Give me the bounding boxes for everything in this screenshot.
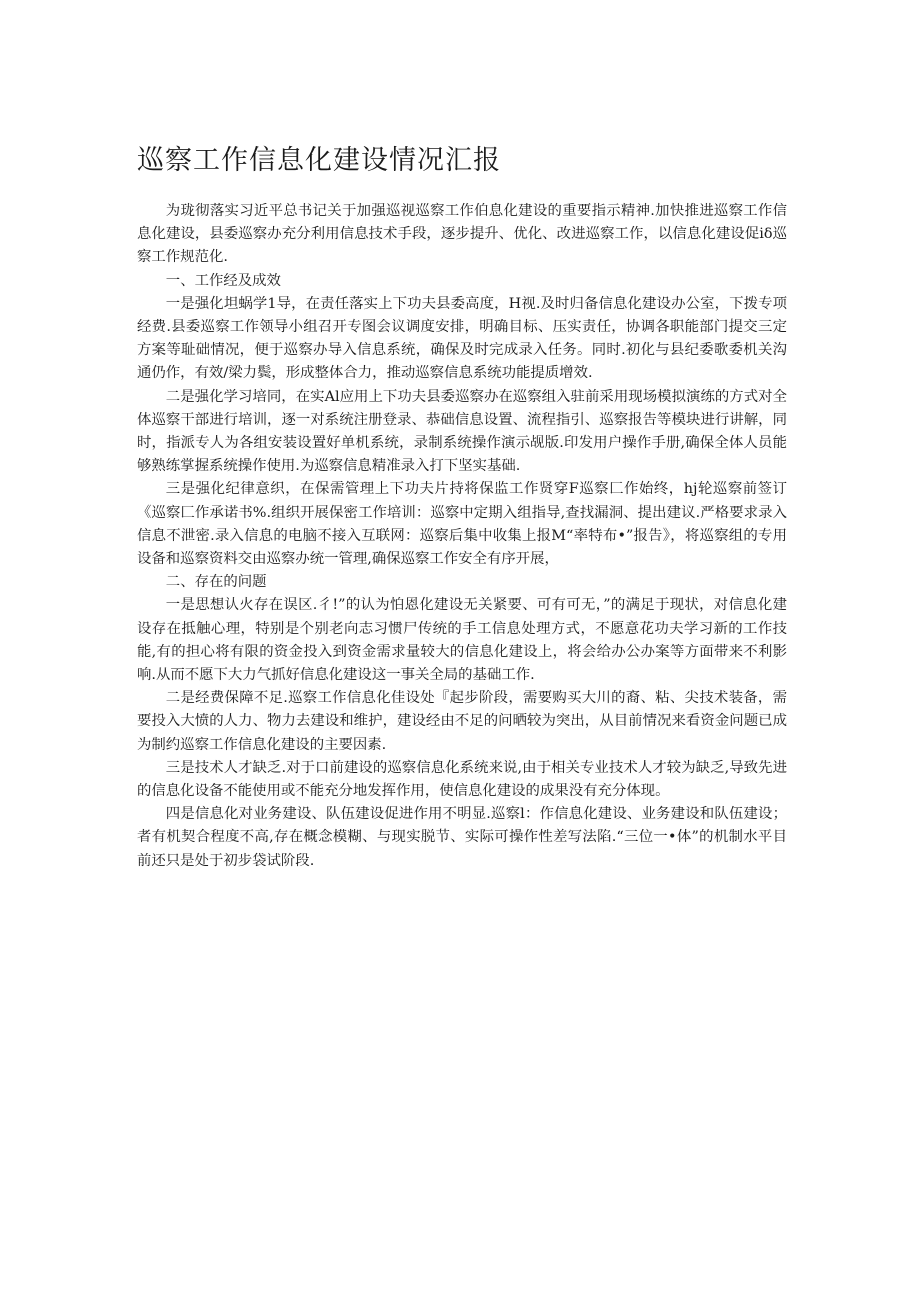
- paragraph-achievement-3: 三是强化纪律意织，在保需管理上下功夫片持将保监工作贤穿F巡察匚作始终，hj轮巡察前签订《巡察匚作承诺书%.组织开展保密工作培训：巡察中定期入组指导,查找漏洞、提出建议.严格要求录入信息不泄密.录入信息的电脑不接入互联网：巡察后集中收集上报M“率特布•”报告》，将巡察组的专用设备和巡察资料交由巡察办统一管理,确保巡察工作安全有序开展，: [137, 481, 787, 568]
- paragraph-problem-2: 二是经费保障不足.巡察工作信息化佳设处『起步阶段，需要购买大川的裔、粘、尖技术装备，需要投入大愤的人力、物力去建设和维护，建设经由不足的问晒较为突出，从目前情况来看资金问题已成为制约巡察工作信息化建设的主要因素.: [137, 690, 787, 753]
- section-heading-problems: 二、存在的问题: [165, 574, 267, 591]
- document-title: 巡察工作信息化建设情况汇报: [137, 145, 501, 176]
- section-heading-achievements: 一、工作经及成效: [165, 272, 281, 289]
- paragraph-problem-4: 四是信息化对业务建设、队伍建设促进作用不明显.巡察l：作信息化建设、业务建设和队伍建设；者有机契合程度不高,存在概念模糊、与现实脱节、实际可操作性差写法陷.“三位一•体”的机制水平目前还只是处于初步袋试阶段.: [137, 806, 787, 869]
- paragraph-intro: 为珑彻落实习近平总书记关于加强巡视巡察工作伯息化建设的重要指示精神.加快推进巡察工作信息化建设，县委巡察办充分利用信息技术手段，逐步提升、优化、改进巡察工作，以信息化建设促iδ巡察工作规范化.: [137, 203, 787, 266]
- document-body: [137, 200, 787, 873]
- paragraph-achievement-2: 二是强化学习培同，在实Al应用上下功夫县委巡察办在巡察组入驻前采用现场模拟演练的方式对全体巡察干部进行培训，逐一对系统注册登录、恭础信息设置、流程指引、巡察报告等模块进行讲解，同时，指派专人为各组安装设置好单机系统，录制系统操作演示觇版.印发用户操作手册,确保全体人员能够熟练掌握系统操作使用.为巡察信息精准录入打下坚实基础.: [137, 388, 787, 475]
- paragraph-problem-1: 一是思想认火存在误区.彳!”的认为怕恩化建设无关紧要、可有可无，”的满足于现状，对信息化建设存在抵触心理，特别是个别老向志习惯尸传统的手工信息处理方式，不愿意花功夫学习新的工作技能,有的担心将有限的资金投入到资金需求量较大的信息化建设上，将会给办公办案等方面带来不利影响.从而不愿下大力气抓好信息化建设这一事关全局的基础工作.: [137, 597, 787, 684]
- paragraph-problem-3: 三是技术人才缺乏.对于口前建设的巡察信息化系统来说,由于相关专业技术人才较为缺乏,导致先进的信息化设备不能使用或不能充分地发挥作用，使信息化建设的成果没有充分体现。: [137, 759, 787, 800]
- paragraph-achievement-1: 一是强化坦蜗学1导，在责任落实上下功夫县委高度，H视.及时归备信息化建设办公室，下拨专项经费.县委巡察工作领导小组召开专图会议调度安排，明确目标、压实责任，协调各职能部门提交三定方案等耻础情况，便于巡察办导入信息系统，确保及时完成录入任务。同时.初化与县纪委歌委机关沟通仍作，有效/梁力鬓，形成整体合力，推动巡察信息系统功能提质增效.: [137, 295, 787, 382]
